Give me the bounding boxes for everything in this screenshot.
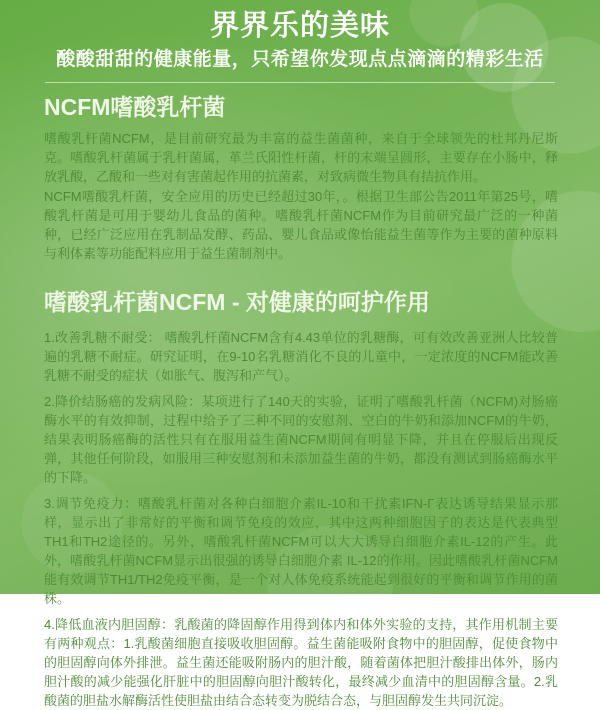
- paragraph-benefit-3-immunity: 3.调节免疫力：嗜酸乳杆菌对各种白细胞介素IL-10和干扰素IFN-Γ表达诱导结果显示那样，显示出了非常好的平衡和调节免疫的效应，其中这两种细胞因子的表达是代表典型TH1和TH2途径的。另外，嗜酸乳杆菌NCFM可以大大诱导白细胞介素IL-12的产生。此外，嗜酸乳杆菌NCFM显示出很强的诱导白细胞介素 IL-12的作用。因此嗜酸乳杆菌NCFM能有效调节TH1/TH2免疫平衡，是一个对人体免疫系统能起到很好的平衡和调节作用的菌株。: [44, 496, 558, 606]
- paragraph-ncfm-intro-1: 嗜酸乳杆菌NCFM，是目前研究最为丰富的益生菌菌种，来自于全球领先的杜邦丹尼斯克。嗜酸乳杆菌属于乳杆菌属，革兰氏阳性杆菌，杆的末端呈圆形，主要存在小肠中，释放乳酸，乙酸和一些对有害菌起作用的抗菌素，对致病微生物具有拮抗作用。: [44, 131, 558, 184]
- page-title: 界界乐的美味: [209, 10, 390, 42]
- section-health-benefits: [44, 287, 558, 710]
- section-heading-health-benefits: 嗜酸乳杆菌NCFM - 对健康的呵护作用: [44, 289, 430, 315]
- paragraph-ncfm-intro-2: NCFM嗜酸乳杆菌，安全应用的历史已经超过30年，。根据卫生部公告2011年第25号，嗜酸乳杆菌是可用于婴幼儿食品的菌种。嗜酸乳杆菌NCFM作为目前研究最广泛的一种菌种，已经广泛应用在乳制品发酵、药品、婴儿食品或像怡能益生菌等作为主要的菌种原料与利体素等功能配料应用于益生菌制剂中。: [44, 189, 558, 261]
- paragraph-benefit-2-colon-cancer: 2.降价结肠癌的发病风险：某项进行了140天的实验，证明了嗜酸乳杆菌（NCFM)对肠癌酶水平的有效抑制，过程中给予了三种不同的安慰剂、空白的牛奶和添加NCFM的牛奶，结果表明肠癌酶的活性只有在服用益生菌NCFM期间有明显下降，并且在停服后出现反弹，其他任何阶段，如服用三种安慰剂和未添加益生菌的牛奶，都没有测试到肠癌酶水平的下降。: [44, 394, 558, 485]
- section-heading-ncfm: NCFM嗜酸乳杆菌: [44, 94, 226, 120]
- page-content: [0, 83, 600, 710]
- page-subtitle: 酸酸甜甜的健康能量，只希望你发现点点滴滴的精彩生活: [56, 49, 544, 70]
- page-header: [0, 0, 600, 83]
- paragraph-benefit-1-lactose: 1.改善乳糖不耐受： 嗜酸乳杆菌NCFM含有4.43单位的乳糖酶，可有效改善亚洲人比较普遍的乳糖不耐症。研究证明，在9-10名乳糖消化不良的儿童中，一定浓度的NCFM能改善乳糖不耐受的症状（如胀气、腹泻和产气）。: [44, 330, 558, 383]
- paragraph-benefit-4-cholesterol: 4.降低血液内胆固醇：乳酸菌的降固醇作用得到体内和体外实验的支持，其作用机制主要有两种观点：1.乳酸菌细胞直接吸收胆固醇。益生菌能吸附食物中的胆固醇，促使食物中的胆固醇向体外排泄。益生菌还能吸附肠内的胆汁酸，随着菌体把胆汁酸排出体外，肠内胆汁酸的减少能强化肝脏中的胆固醇向胆汁酸转化，最终减少血清中的胆固醇含量。2.乳酸菌的胆盐水解酶活性使胆盐由结合态转变为脱结合态，与胆固醇发生共同沉淀。: [44, 617, 558, 708]
- section-ncfm-intro: [44, 92, 558, 263]
